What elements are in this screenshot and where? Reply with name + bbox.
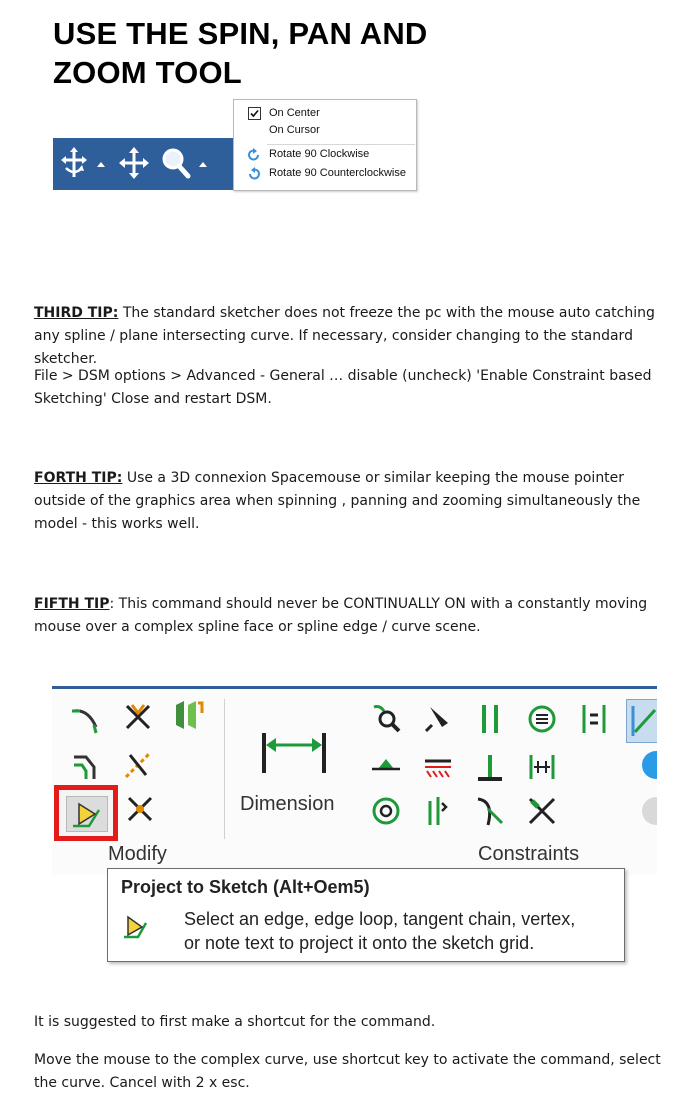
modify-group-label: Modify bbox=[108, 843, 167, 865]
checkbox-on-center[interactable] bbox=[248, 107, 261, 120]
offset-curve-icon[interactable] bbox=[70, 749, 102, 781]
third-tip-text: The standard sketcher does not freeze the pc with the mouse auto catching any spline / plane intersecting curve. If necessary, consider changing to the standard sketcher. bbox=[34, 305, 655, 367]
selected-constraint-button[interactable] bbox=[626, 699, 657, 743]
constraints-group-label: Constraints bbox=[478, 843, 580, 865]
menu-item-rotate-cw[interactable] bbox=[234, 146, 416, 163]
menu-item-on-center[interactable] bbox=[234, 105, 416, 122]
dimension-icon[interactable] bbox=[258, 731, 330, 775]
equal-constraint-icon[interactable] bbox=[526, 703, 558, 735]
fix-constraint-icon[interactable] bbox=[422, 703, 454, 735]
menu-label-on-cursor: On Cursor bbox=[269, 124, 320, 136]
heading-line-1: USE THE SPIN, PAN AND bbox=[53, 16, 428, 51]
third-tip-paragraph bbox=[34, 302, 674, 371]
tooltip-title: Project to Sketch (Alt+Oem5) bbox=[121, 877, 370, 897]
project-to-sketch-icon bbox=[122, 913, 150, 941]
tangent-constraint-icon[interactable] bbox=[474, 795, 506, 827]
distance-constraint-icon[interactable] bbox=[526, 751, 558, 783]
fifth-tip-label: FIFTH TIP bbox=[34, 596, 110, 612]
dimension-label[interactable]: Dimension bbox=[240, 793, 335, 815]
delete-side-icon[interactable] bbox=[636, 795, 657, 827]
project-to-sketch-icon bbox=[69, 798, 105, 830]
menu-item-on-cursor[interactable] bbox=[234, 122, 416, 139]
perpendicular-constraint-icon[interactable] bbox=[474, 751, 506, 783]
project-to-sketch-tooltip bbox=[107, 868, 625, 962]
midpoint-constraint-icon[interactable] bbox=[422, 751, 454, 783]
spin-icon bbox=[59, 146, 89, 180]
pan-icon bbox=[119, 146, 149, 180]
check-icon bbox=[249, 108, 260, 119]
menu-item-rotate-ccw[interactable] bbox=[234, 165, 416, 182]
fifth-tip-paragraph bbox=[34, 593, 674, 639]
parallel-constraint-icon[interactable] bbox=[474, 703, 506, 735]
heading-line-2: ZOOM TOOL bbox=[53, 55, 242, 90]
trim-icon[interactable] bbox=[122, 701, 154, 733]
spin-dropdown-caret[interactable] bbox=[97, 162, 105, 167]
zoom-dropdown-caret[interactable] bbox=[199, 162, 207, 167]
tangent-arc-icon[interactable] bbox=[70, 703, 102, 735]
angle-constraint-icon[interactable] bbox=[422, 795, 454, 827]
menu-separator bbox=[267, 144, 415, 145]
split-curve-icon[interactable] bbox=[122, 749, 154, 781]
tooltip-description bbox=[184, 907, 614, 955]
rotate-clockwise-icon bbox=[247, 148, 261, 162]
zoom-icon bbox=[161, 146, 191, 180]
usage-instructions: Move the mouse to the complex curve, use shortcut key to activate the command, select the curve. Cancel with 2 x esc. bbox=[34, 1052, 661, 1091]
forth-tip-text: Use a 3D connexion Spacemouse or similar keeping the mouse pointer outside of the graphics area when spinning , panning and zooming simultaneously the model - this works well. bbox=[34, 470, 641, 532]
extend-icon[interactable] bbox=[124, 793, 156, 825]
spin-tool-button[interactable] bbox=[59, 146, 89, 184]
pan-tool-button[interactable] bbox=[119, 146, 149, 184]
spin-options-menu bbox=[233, 99, 417, 191]
symmetric-constraint-icon[interactable] bbox=[578, 703, 610, 735]
tooltip-desc-line-2: or note text to project it onto the sketch grid. bbox=[184, 933, 535, 953]
concentric-constraint-icon[interactable] bbox=[370, 795, 402, 827]
detect-constraints-icon[interactable] bbox=[370, 703, 402, 735]
third-tip-path: File > DSM options > Advanced - General … disable (uncheck) 'Enable Constraint based Sketching' Close and restart DSM. bbox=[34, 368, 652, 407]
fifth-tip-text: : This command should never be CONTINUALLY ON with a constantly moving mouse over a complex spline face or spline edge / curve scene. bbox=[34, 596, 648, 635]
rotate-counterclockwise-icon bbox=[247, 167, 261, 181]
move-sketch-icon[interactable] bbox=[172, 699, 208, 731]
menu-label-rotate-ccw: Rotate 90 Counterclockwise bbox=[269, 167, 406, 179]
third-tip-label: THIRD TIP: bbox=[34, 305, 119, 321]
sketch-ribbon bbox=[52, 686, 657, 875]
horizontal-constraint-icon[interactable] bbox=[370, 751, 402, 783]
forth-tip-paragraph bbox=[34, 467, 674, 536]
blue-side-icon[interactable] bbox=[636, 749, 657, 781]
menu-label-rotate-cw: Rotate 90 Clockwise bbox=[269, 148, 370, 160]
spin-pan-zoom-toolbar bbox=[53, 138, 239, 190]
zoom-tool-button[interactable] bbox=[161, 146, 191, 184]
page-heading bbox=[53, 14, 493, 92]
tooltip-desc-line-1: Select an edge, edge loop, tangent chain, vertex, bbox=[184, 909, 576, 929]
forth-tip-label: FORTH TIP: bbox=[34, 470, 123, 486]
show-constraints-icon[interactable] bbox=[526, 795, 558, 827]
menu-label-on-center: On Center bbox=[269, 107, 320, 119]
shortcut-suggestion: It is suggested to first make a shortcut for the command. bbox=[34, 1014, 436, 1030]
coincident-constraint-icon bbox=[627, 700, 657, 742]
group-divider bbox=[224, 699, 225, 839]
project-to-sketch-button[interactable] bbox=[54, 785, 118, 841]
